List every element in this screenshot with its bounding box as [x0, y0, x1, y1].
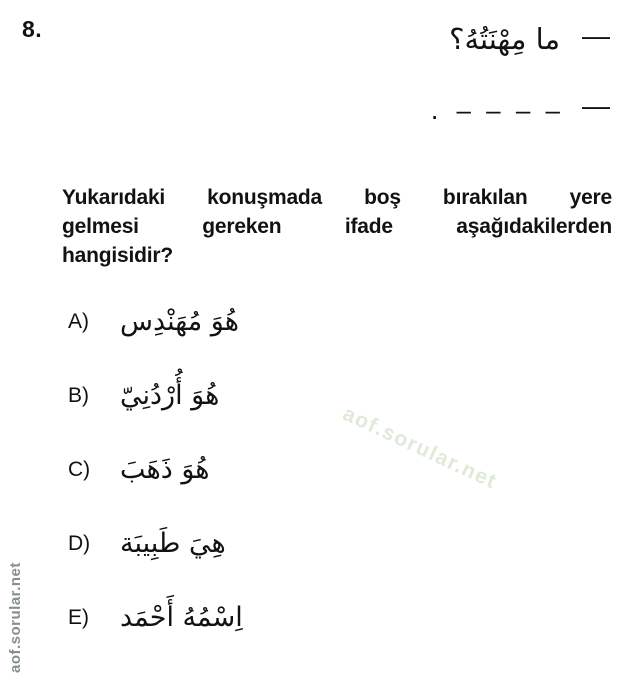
dialogue-line-2: [430, 90, 610, 126]
options-list: [68, 285, 243, 655]
dialogue-line-1: [431, 16, 610, 62]
watermark-site-center: aof.sorular.net: [339, 402, 501, 494]
option-arabic-text-a: هُوَ مُهَنْدِس: [120, 306, 239, 338]
dialogue-blank-line: – – – –: [456, 95, 564, 126]
watermark-site-left: aof.sorular.net: [7, 562, 24, 673]
dialogue-speaker-dash-2: —: [582, 90, 610, 122]
option-arabic-text-d: هِيَ طَبِيبَة: [120, 528, 226, 560]
option-letter-b: B): [68, 384, 89, 407]
question-text: [62, 183, 612, 270]
arabic-dialogue: [431, 16, 610, 124]
dialogue-period: .: [430, 94, 439, 126]
option-letter-d: D): [68, 532, 91, 555]
option-letter-e: E): [68, 606, 89, 629]
option-letter-c: C): [68, 458, 91, 481]
question-number: 8.: [22, 16, 43, 42]
dialogue-arabic-question: ما مِهْنَتُهُ؟: [449, 22, 560, 56]
option-arabic-text-e: اِسْمُهُ أَحْمَد: [120, 602, 243, 634]
option-arabic-text-b: هُوَ أُرْدُنِيّ: [120, 380, 220, 412]
option-row-d: [68, 507, 243, 581]
question-line-3: hangisidir?: [62, 244, 173, 267]
question-line-2: gelmesi gereken ifade aşağıdakilerden: [62, 215, 612, 238]
option-letter-a: A): [68, 310, 89, 333]
option-arabic-text-c: هُوَ ذَهَبَ: [120, 454, 210, 486]
option-row-e: [68, 581, 243, 655]
option-row-a: [68, 285, 243, 359]
dialogue-speaker-dash-1: —: [582, 20, 610, 51]
option-row-b: [68, 359, 243, 433]
option-row-c: [68, 433, 243, 507]
question-line-1: Yukarıdaki konuşmada boş bırakılan yere: [62, 186, 612, 209]
